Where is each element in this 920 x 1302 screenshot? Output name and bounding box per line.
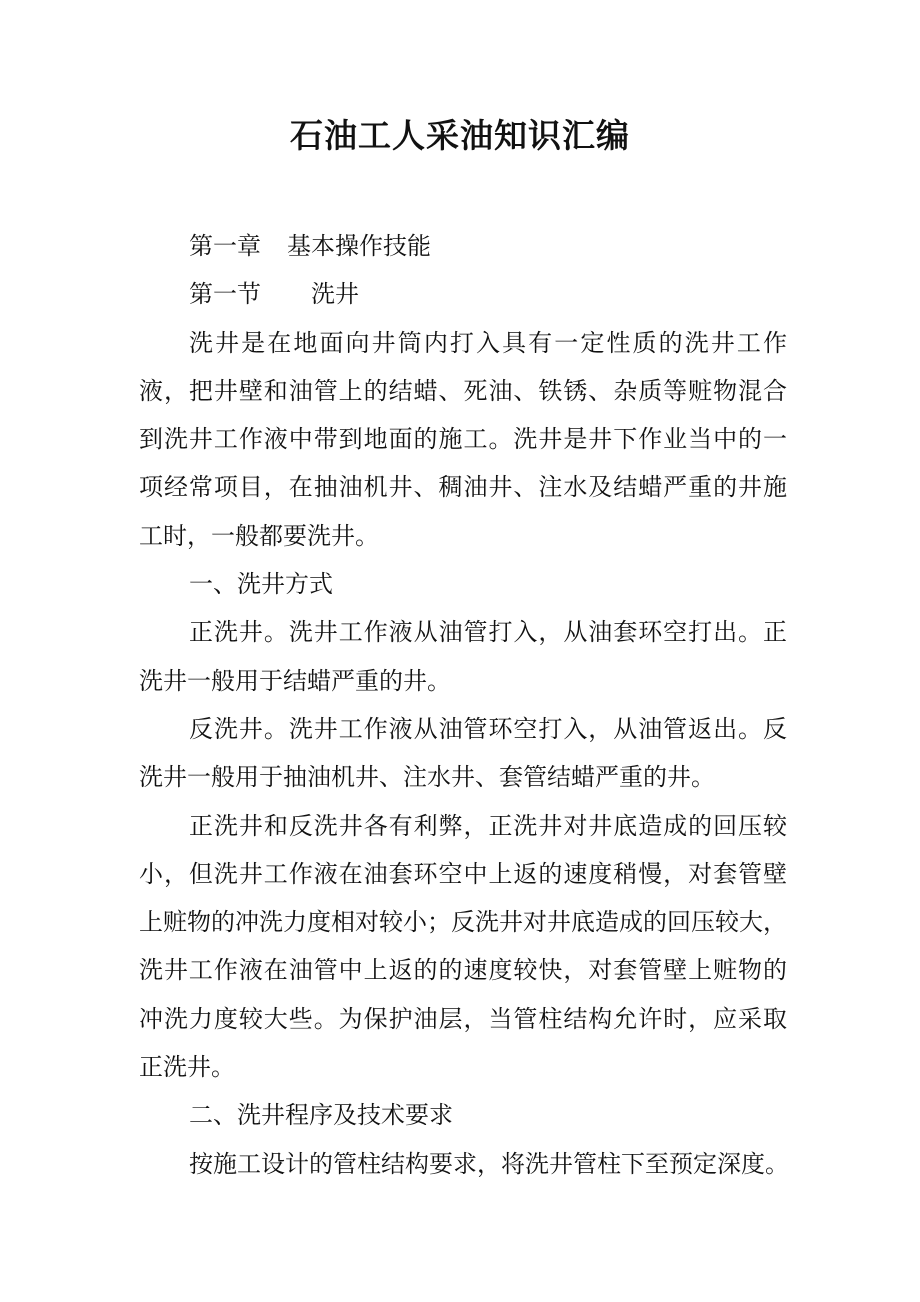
paragraph-line: 工时，一般都要洗井。 xyxy=(139,521,379,550)
paragraph-line: 按施工设计的管柱结构要求，将洗井管柱下至预定深度。 xyxy=(189,1149,789,1178)
paragraph-line: 洗井工作液在油管中上返的的速度较快，对套管壁上赃物的 xyxy=(139,956,787,985)
paragraph-line: 正洗井和反洗井各有利弊，正洗井对井底造成的回压较 xyxy=(189,811,787,840)
chapter-label: 第一章 xyxy=(189,232,261,260)
subheading-wash-methods: 一、洗井方式 xyxy=(189,570,333,599)
document-body xyxy=(139,222,787,1188)
paragraph-line: 小，但洗井工作液在油套环空中上返的速度稍慢，对套管壁 xyxy=(139,859,787,888)
paragraph-line: 洗井是在地面向井筒内打入具有一定性质的洗井工作 xyxy=(189,328,787,357)
paragraph-line: 上赃物的冲洗力度相对较小；反洗井对井底造成的回压较大， xyxy=(139,908,787,937)
paragraph-line: 洗井一般用于抽油机井、注水井、套管结蜡严重的井。 xyxy=(139,763,715,792)
section-label: 第一节 xyxy=(189,280,261,309)
chapter-heading xyxy=(139,222,787,270)
paragraph-line: 正洗井。 xyxy=(139,1053,235,1082)
paragraph-line: 冲洗力度较大些。为保护油层，当管柱结构允许时，应采取 xyxy=(139,1004,787,1033)
subheading-wash-procedure: 二、洗井程序及技术要求 xyxy=(189,1101,453,1130)
paragraph-line: 液，把井壁和油管上的结蜡、死油、铁锈、杂质等赃物混合 xyxy=(139,376,787,405)
document-title: 石油工人采油知识汇编 xyxy=(290,116,630,155)
paragraph-line: 项经常项目，在抽油机井、稠油井、注水及结蜡严重的井施 xyxy=(139,473,787,502)
paragraph-line: 正洗井。洗井工作液从油管打入，从油套环空打出。正 xyxy=(189,618,787,647)
paragraph-line: 洗井一般用于结蜡严重的井。 xyxy=(139,666,451,695)
paragraph-line: 反洗井。洗井工作液从油管环空打入，从油管返出。反 xyxy=(189,714,787,743)
chapter-name: 基本操作技能 xyxy=(287,232,431,260)
section-heading xyxy=(139,270,787,318)
paragraph-line: 到洗井工作液中带到地面的施工。洗井是井下作业当中的一 xyxy=(139,425,787,454)
section-name: 洗井 xyxy=(311,280,359,309)
